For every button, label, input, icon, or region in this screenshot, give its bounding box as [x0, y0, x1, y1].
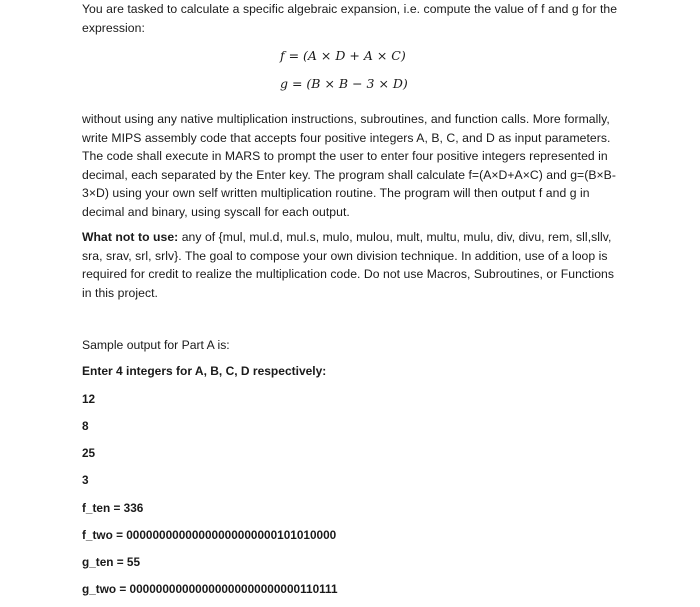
output-f-ten: f_ten = 336	[82, 501, 144, 515]
sample-output-title: Sample output for Part A is:	[82, 338, 230, 352]
intro-paragraph: You are tasked to calculate a specific algebraic expansion, i.e. compute the value of f and g for the expression:	[82, 2, 618, 35]
output-g-two: g_two = 00000000000000000000000000110111	[82, 582, 338, 596]
sample-prompt: Enter 4 integers for A, B, C, D respectively:	[82, 364, 327, 378]
equation-f: f = (A × D + A × C)	[280, 48, 406, 63]
output-f-two: f_two = 00000000000000000000000101010000	[82, 528, 337, 542]
restrictions-label: What not to use:	[82, 230, 179, 244]
sample-input-c: 25	[82, 446, 96, 460]
output-g-ten: g_ten = 55	[82, 555, 141, 569]
sample-input-a: 12	[82, 392, 96, 406]
equation-g: g = (B × B − 3 × D)	[280, 76, 408, 91]
restrictions-text: any of {mul, mul.d, mul.s, mulo, mulou, mult, multu, mulu, div, divu, rem, sll,sllv, sra, srav, srl, srlv}. The goal to compose your own division technique. In addition, use of a loop is required for credit to realize the multiplication code. Do not use Macros, Subroutines, or Functions in this project.	[82, 230, 615, 300]
equations-block	[280, 48, 408, 104]
sample-input-b: 8	[82, 419, 89, 433]
restrictions-paragraph	[82, 228, 622, 302]
requirements-paragraph: without using any native multiplication instructions, subroutines, and function calls. More formally, write MIPS assembly code that accepts four positive integers A, B, C, and D as input parameters. The code shall execute in MARS to prompt the user to enter four positive integers represented in decimal, each separated by the Enter key. The program shall calculate f=(A×D+A×C) and g=(B×B-3×D) using your own self written multiplication routine. The program will then output f and g in decimal and binary, using syscall for each output.	[82, 112, 616, 219]
sample-input-d: 3	[82, 473, 89, 487]
